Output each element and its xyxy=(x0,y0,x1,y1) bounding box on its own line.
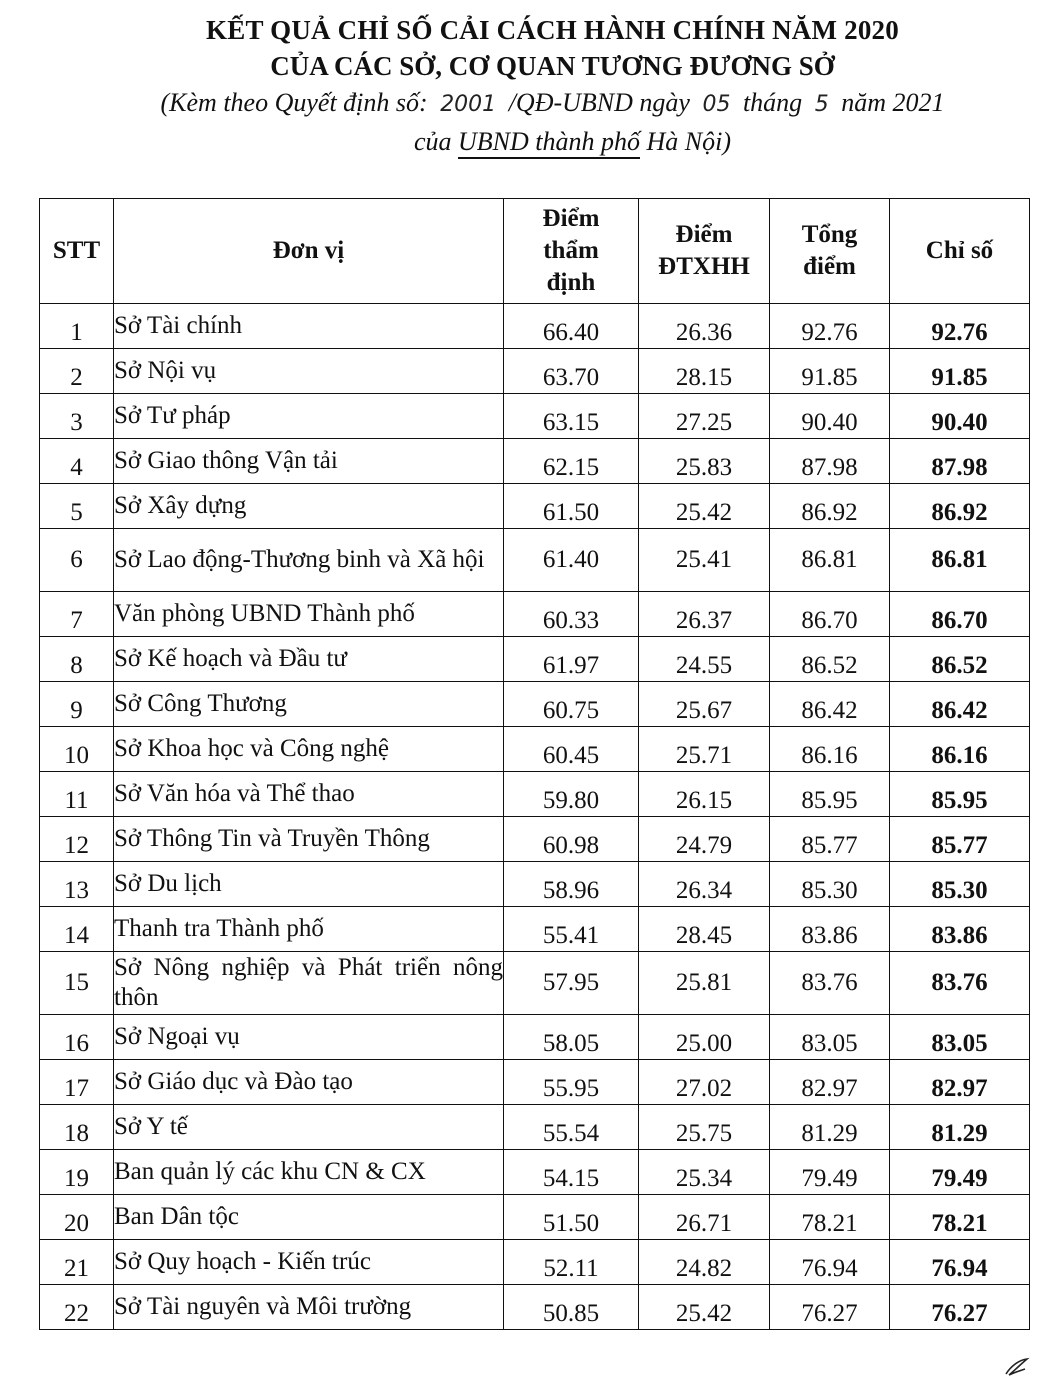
row-appraisal: 58.05 xyxy=(504,1015,639,1060)
row-appraisal: 63.70 xyxy=(504,349,639,394)
row-total: 91.85 xyxy=(770,349,890,394)
row-stt: 16 xyxy=(40,1015,114,1060)
row-index: 76.27 xyxy=(890,1285,1030,1330)
table-row xyxy=(40,907,1030,952)
row-unit: Sở Thông Tin và Truyền Thông xyxy=(114,817,504,862)
row-survey: 26.15 xyxy=(639,772,770,817)
row-unit: Sở Nông nghiệp và Phát triển nông thôn xyxy=(114,952,504,1015)
row-unit: Sở Du lịch xyxy=(114,862,504,907)
row-survey: 26.71 xyxy=(639,1195,770,1240)
row-total: 86.16 xyxy=(770,727,890,772)
document-header xyxy=(0,12,1047,160)
row-unit: Sở Khoa học và Công nghệ xyxy=(114,727,504,772)
row-unit: Ban quản lý các khu CN & CX xyxy=(114,1150,504,1195)
table-row xyxy=(40,394,1030,439)
row-unit: Sở Y tế xyxy=(114,1105,504,1150)
header-total: Tổng điểm xyxy=(770,199,890,304)
row-total: 86.52 xyxy=(770,637,890,682)
row-survey: 24.55 xyxy=(639,637,770,682)
decision-middle: /QĐ-UBND ngày xyxy=(508,88,690,117)
row-survey: 25.00 xyxy=(639,1015,770,1060)
table-row xyxy=(40,772,1030,817)
table-row xyxy=(40,862,1030,907)
table-row xyxy=(40,1195,1030,1240)
table-header-row xyxy=(40,199,1030,304)
row-appraisal: 63.15 xyxy=(504,394,639,439)
row-stt: 4 xyxy=(40,439,114,484)
row-index: 83.86 xyxy=(890,907,1030,952)
row-appraisal: 61.40 xyxy=(504,529,639,592)
row-total: 79.49 xyxy=(770,1150,890,1195)
table-row xyxy=(40,529,1030,592)
row-unit: Sở Giáo dục và Đào tạo xyxy=(114,1060,504,1105)
row-index: 91.85 xyxy=(890,349,1030,394)
row-index: 81.29 xyxy=(890,1105,1030,1150)
row-appraisal: 55.54 xyxy=(504,1105,639,1150)
row-survey: 24.79 xyxy=(639,817,770,862)
row-stt: 18 xyxy=(40,1105,114,1150)
decision-year: năm 2021 xyxy=(841,88,945,117)
table-row xyxy=(40,304,1030,349)
row-index: 85.77 xyxy=(890,817,1030,862)
row-stt: 6 xyxy=(40,529,114,592)
row-appraisal: 61.50 xyxy=(504,484,639,529)
row-unit: Sở Quy hoạch - Kiến trúc xyxy=(114,1240,504,1285)
table-row xyxy=(40,637,1030,682)
row-index: 86.42 xyxy=(890,682,1030,727)
row-survey: 28.15 xyxy=(639,349,770,394)
issuing-authority xyxy=(98,124,1047,160)
row-survey: 25.34 xyxy=(639,1150,770,1195)
row-unit: Sở Xây dựng xyxy=(114,484,504,529)
decision-reference xyxy=(58,84,1047,124)
row-appraisal: 58.96 xyxy=(504,862,639,907)
row-total: 81.29 xyxy=(770,1105,890,1150)
row-total: 92.76 xyxy=(770,304,890,349)
row-unit: Sở Giao thông Vận tải xyxy=(114,439,504,484)
row-stt: 9 xyxy=(40,682,114,727)
row-survey: 25.75 xyxy=(639,1105,770,1150)
header-index: Chỉ số xyxy=(890,199,1030,304)
row-index: 92.76 xyxy=(890,304,1030,349)
row-total: 85.30 xyxy=(770,862,890,907)
row-survey: 25.83 xyxy=(639,439,770,484)
decision-number-handwritten: 2001 xyxy=(440,92,497,117)
row-stt: 11 xyxy=(40,772,114,817)
row-survey: 27.25 xyxy=(639,394,770,439)
row-index: 86.16 xyxy=(890,727,1030,772)
row-stt: 22 xyxy=(40,1285,114,1330)
row-survey: 24.82 xyxy=(639,1240,770,1285)
header-survey: Điểm ĐTXHH xyxy=(639,199,770,304)
row-stt: 20 xyxy=(40,1195,114,1240)
row-unit: Sở Công Thương xyxy=(114,682,504,727)
row-index: 85.30 xyxy=(890,862,1030,907)
decision-prefix: (Kèm theo Quyết định số: xyxy=(160,88,428,117)
table-row xyxy=(40,1150,1030,1195)
row-total: 86.42 xyxy=(770,682,890,727)
row-total: 86.92 xyxy=(770,484,890,529)
table-row xyxy=(40,1105,1030,1150)
row-stt: 8 xyxy=(40,637,114,682)
row-index: 76.94 xyxy=(890,1240,1030,1285)
row-index: 86.92 xyxy=(890,484,1030,529)
row-survey: 26.34 xyxy=(639,862,770,907)
header-unit: Đơn vị xyxy=(114,199,504,304)
row-survey: 25.41 xyxy=(639,529,770,592)
row-survey: 27.02 xyxy=(639,1060,770,1105)
row-unit: Sở Lao động-Thương binh và Xã hội xyxy=(114,529,504,592)
row-unit: Sở Tài nguyên và Môi trường xyxy=(114,1285,504,1330)
row-index: 86.70 xyxy=(890,592,1030,637)
row-index: 90.40 xyxy=(890,394,1030,439)
row-stt: 14 xyxy=(40,907,114,952)
row-total: 87.98 xyxy=(770,439,890,484)
row-appraisal: 52.11 xyxy=(504,1240,639,1285)
row-unit: Sở Nội vụ xyxy=(114,349,504,394)
row-appraisal: 60.98 xyxy=(504,817,639,862)
row-total: 86.70 xyxy=(770,592,890,637)
row-index: 85.95 xyxy=(890,772,1030,817)
row-appraisal: 54.15 xyxy=(504,1150,639,1195)
row-total: 86.81 xyxy=(770,529,890,592)
authority-suffix: Hà Nội) xyxy=(646,127,732,156)
row-index: 86.52 xyxy=(890,637,1030,682)
row-index: 78.21 xyxy=(890,1195,1030,1240)
row-index: 86.81 xyxy=(890,529,1030,592)
table-row xyxy=(40,952,1030,1015)
header-stt: STT xyxy=(40,199,114,304)
row-stt: 21 xyxy=(40,1240,114,1285)
row-unit: Thanh tra Thành phố xyxy=(114,907,504,952)
row-total: 85.95 xyxy=(770,772,890,817)
table-row xyxy=(40,727,1030,772)
authority-underlined: UBND thành phố xyxy=(458,127,640,159)
row-index: 83.05 xyxy=(890,1015,1030,1060)
row-total: 83.86 xyxy=(770,907,890,952)
table-row xyxy=(40,1015,1030,1060)
title-line-1: KẾT QUẢ CHỈ SỐ CẢI CÁCH HÀNH CHÍNH NĂM 2020 xyxy=(206,15,899,45)
row-unit: Sở Ngoại vụ xyxy=(114,1015,504,1060)
row-appraisal: 50.85 xyxy=(504,1285,639,1330)
row-unit: Văn phòng UBND Thành phố xyxy=(114,592,504,637)
table-row xyxy=(40,484,1030,529)
row-survey: 25.81 xyxy=(639,952,770,1015)
row-appraisal: 61.97 xyxy=(504,637,639,682)
row-total: 78.21 xyxy=(770,1195,890,1240)
table-row xyxy=(40,1060,1030,1105)
table-row xyxy=(40,439,1030,484)
table-row xyxy=(40,682,1030,727)
row-stt: 10 xyxy=(40,727,114,772)
row-appraisal: 55.41 xyxy=(504,907,639,952)
table-row xyxy=(40,1240,1030,1285)
row-total: 85.77 xyxy=(770,817,890,862)
row-survey: 26.36 xyxy=(639,304,770,349)
row-stt: 15 xyxy=(40,952,114,1015)
row-survey: 25.42 xyxy=(639,1285,770,1330)
table-row xyxy=(40,349,1030,394)
row-total: 76.27 xyxy=(770,1285,890,1330)
row-survey: 25.67 xyxy=(639,682,770,727)
row-unit: Ban Dân tộc xyxy=(114,1195,504,1240)
row-stt: 2 xyxy=(40,349,114,394)
row-stt: 3 xyxy=(40,394,114,439)
table-row xyxy=(40,592,1030,637)
row-appraisal: 51.50 xyxy=(504,1195,639,1240)
row-appraisal: 66.40 xyxy=(504,304,639,349)
row-stt: 7 xyxy=(40,592,114,637)
row-appraisal: 55.95 xyxy=(504,1060,639,1105)
row-survey: 28.45 xyxy=(639,907,770,952)
row-unit: Sở Tài chính xyxy=(114,304,504,349)
decision-month-label: tháng xyxy=(742,88,803,117)
row-appraisal: 62.15 xyxy=(504,439,639,484)
header-appraisal: Điểm thẩm định xyxy=(504,199,639,304)
row-total: 76.94 xyxy=(770,1240,890,1285)
row-survey: 26.37 xyxy=(639,592,770,637)
row-appraisal: 60.33 xyxy=(504,592,639,637)
row-stt: 13 xyxy=(40,862,114,907)
row-unit: Sở Tư pháp xyxy=(114,394,504,439)
pen-mark-icon xyxy=(1003,1356,1031,1378)
row-index: 87.98 xyxy=(890,439,1030,484)
row-appraisal: 57.95 xyxy=(504,952,639,1015)
row-stt: 5 xyxy=(40,484,114,529)
decision-month-handwritten: 5 xyxy=(814,92,829,117)
row-stt: 1 xyxy=(40,304,114,349)
row-unit: Sở Kế hoạch và Đầu tư xyxy=(114,637,504,682)
row-survey: 25.71 xyxy=(639,727,770,772)
table-row xyxy=(40,817,1030,862)
row-index: 82.97 xyxy=(890,1060,1030,1105)
decision-day-handwritten: 05 xyxy=(702,92,731,117)
row-total: 83.05 xyxy=(770,1015,890,1060)
row-unit: Sở Văn hóa và Thể thao xyxy=(114,772,504,817)
row-stt: 17 xyxy=(40,1060,114,1105)
results-table xyxy=(39,198,1030,1330)
authority-prefix: của xyxy=(413,127,452,156)
row-stt: 12 xyxy=(40,817,114,862)
title-line-2: CỦA CÁC SỞ, CƠ QUAN TƯƠNG ĐƯƠNG SỞ xyxy=(270,51,835,81)
table-row xyxy=(40,1285,1030,1330)
row-index: 79.49 xyxy=(890,1150,1030,1195)
row-stt: 19 xyxy=(40,1150,114,1195)
row-total: 82.97 xyxy=(770,1060,890,1105)
row-total: 90.40 xyxy=(770,394,890,439)
row-survey: 25.42 xyxy=(639,484,770,529)
row-appraisal: 59.80 xyxy=(504,772,639,817)
row-appraisal: 60.75 xyxy=(504,682,639,727)
row-appraisal: 60.45 xyxy=(504,727,639,772)
row-total: 83.76 xyxy=(770,952,890,1015)
row-index: 83.76 xyxy=(890,952,1030,1015)
